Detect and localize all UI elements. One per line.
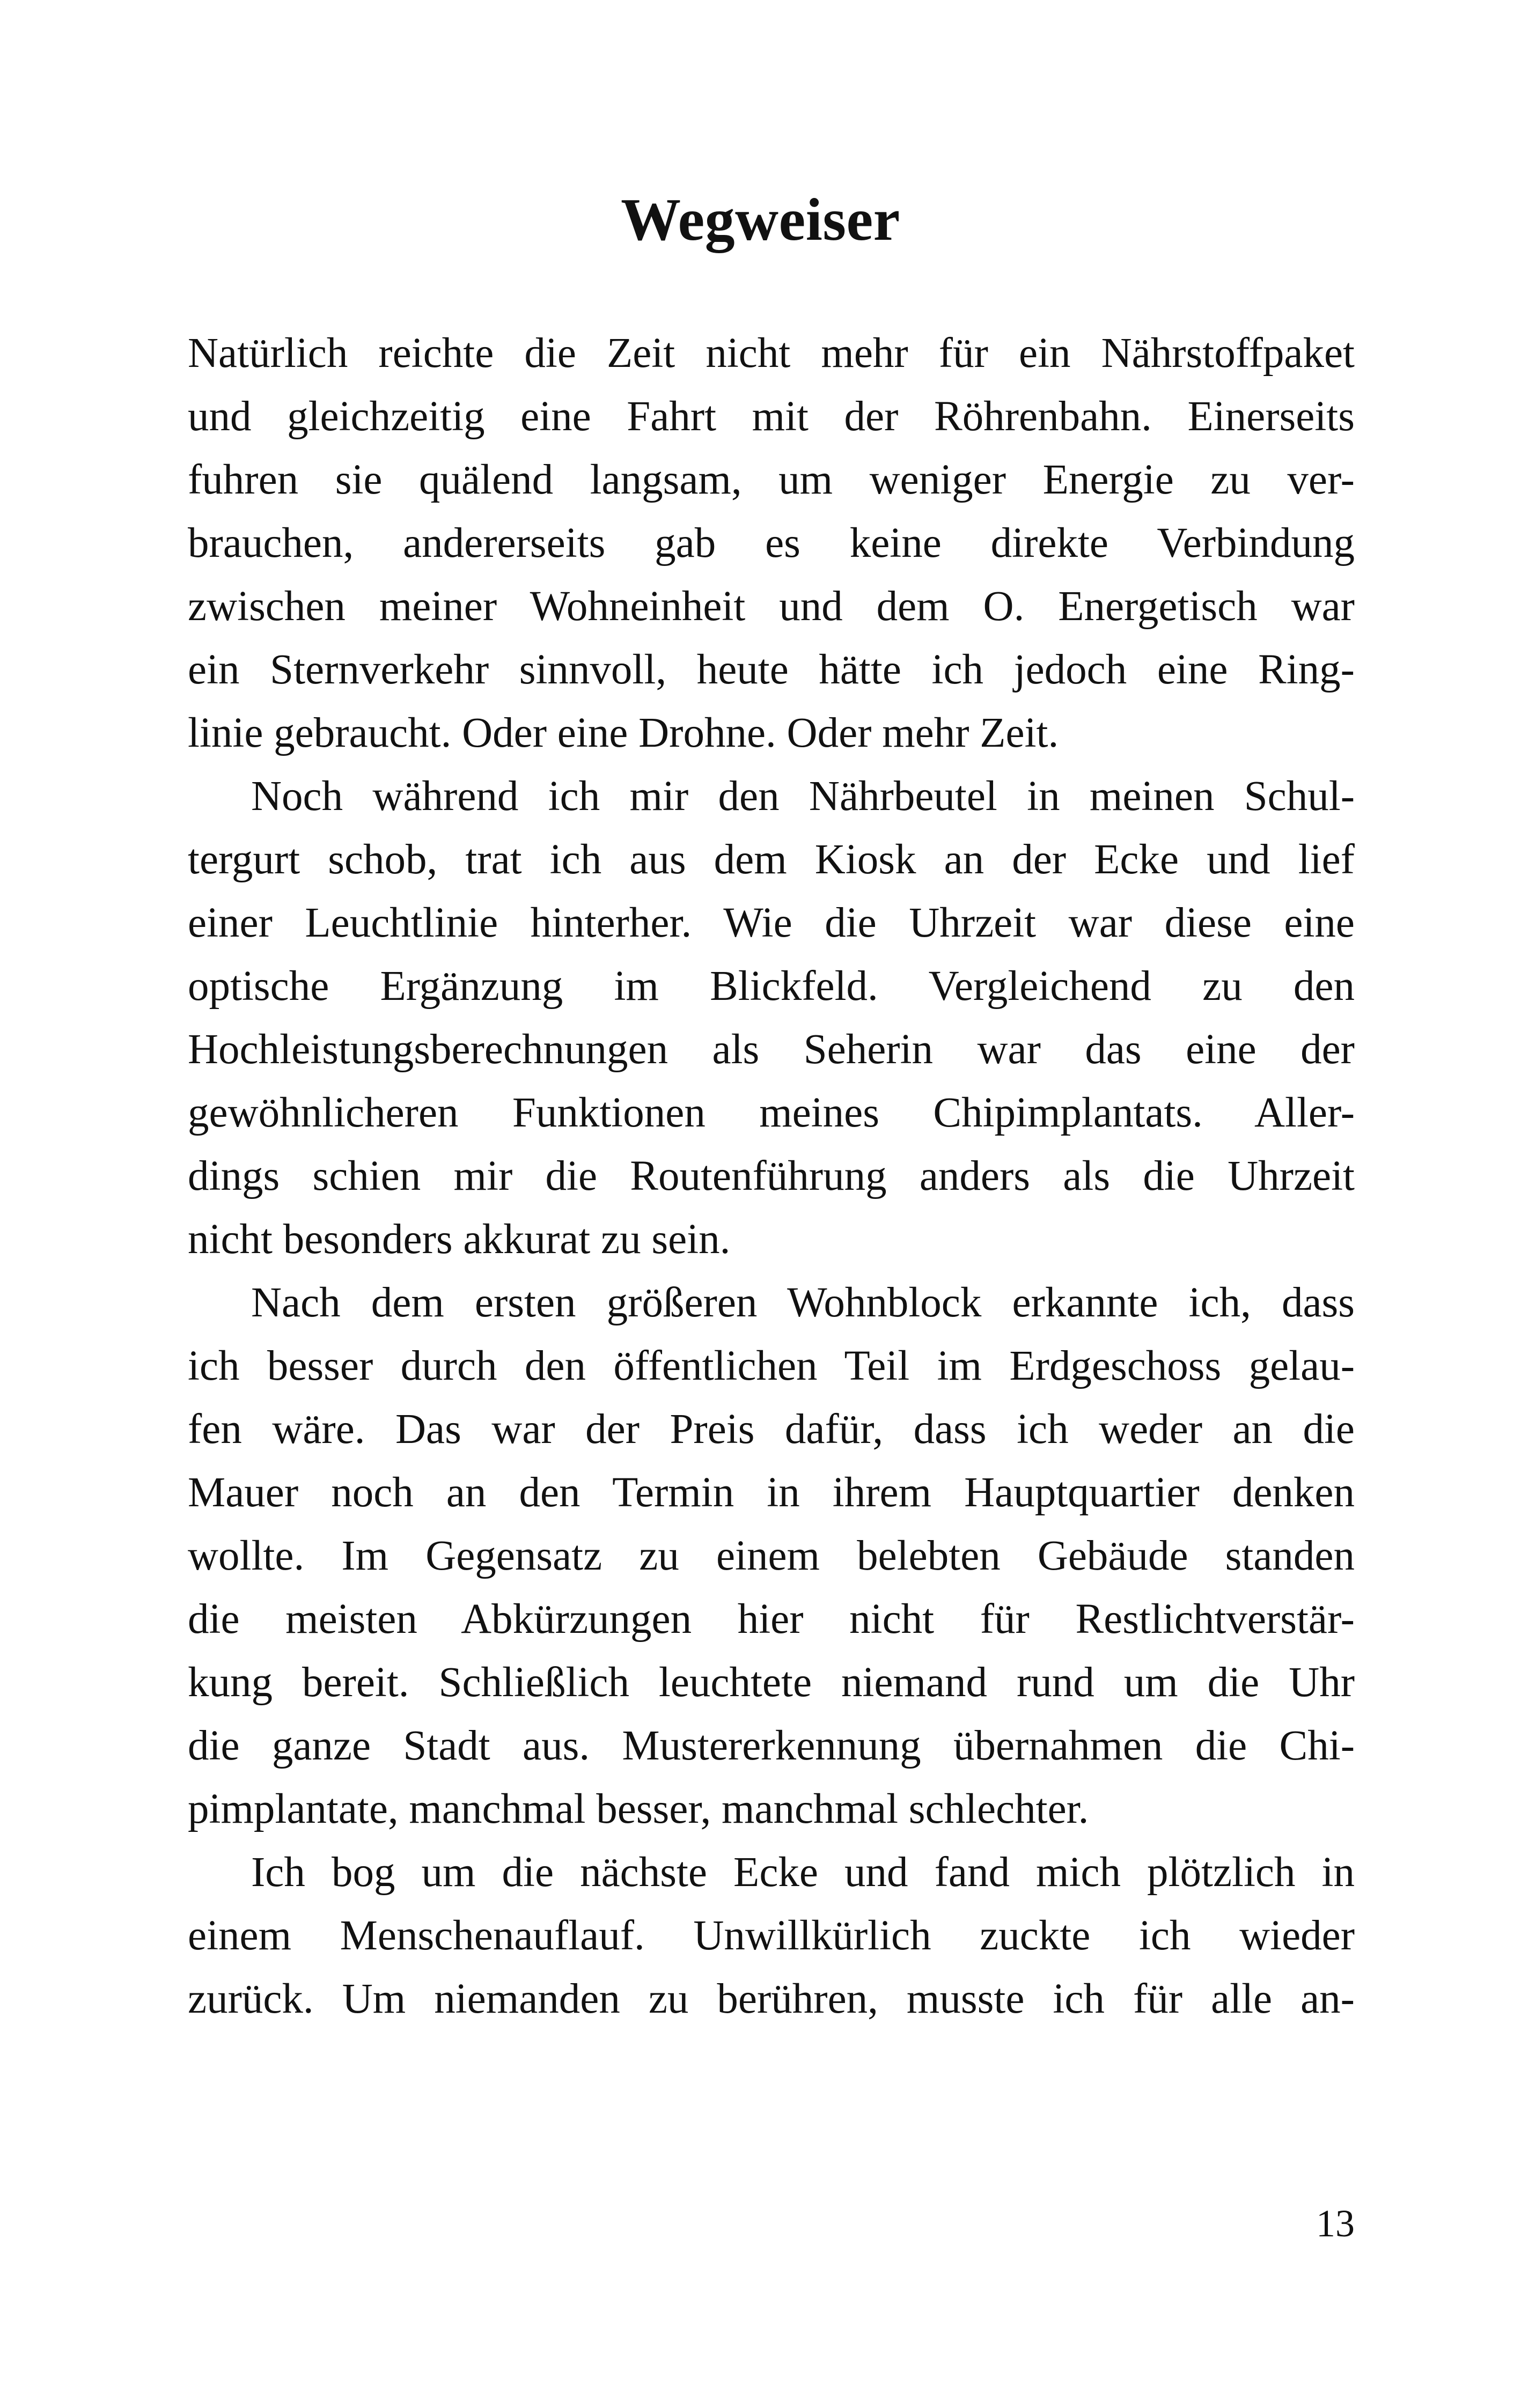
text-line: einem Menschenauflauf. Unwillkürlich zuckte ich wieder <box>188 1912 1355 1959</box>
text-line: tergurt schob, trat ich aus dem Kiosk an der Ecke und lief <box>188 836 1355 883</box>
text-line: ich besser durch den öffentlichen Teil im Erdgeschoss gelau- <box>188 1343 1355 1389</box>
text-line: ein Sternverkehr sinnvoll, heute hätte ich jedoch eine Ring- <box>188 646 1355 693</box>
chapter-title: Wegweiser <box>621 187 900 253</box>
text-line: dings schien mir die Routenführung anders als die Uhrzeit <box>188 1153 1355 1199</box>
text-line: fen wäre. Das war der Preis dafür, dass ich weder an die <box>188 1406 1355 1453</box>
text-line: pimplantate, manchmal besser, manchmal schlechter. <box>188 1786 1089 1832</box>
body-text <box>188 322 1355 2031</box>
text-line: wollte. Im Gegensatz zu einem belebten Gebäude standen <box>188 1533 1355 1579</box>
text-line: Mauer noch an den Termin in ihrem Hauptquartier denken <box>188 1469 1355 1516</box>
text-line: und gleichzeitig eine Fahrt mit der Röhrenbahn. Einerseits <box>188 393 1355 440</box>
text-line: nicht besonders akkurat zu sein. <box>188 1216 731 1263</box>
text-line: fuhren sie quälend langsam, um weniger Energie zu ver- <box>188 456 1355 503</box>
text-line: linie gebraucht. Oder eine Drohne. Oder mehr Zeit. <box>188 710 1059 756</box>
text-line: Ich bog um die nächste Ecke und fand mich plötzlich in <box>251 1849 1355 1896</box>
text-line: zwischen meiner Wohneinheit und dem O. Energetisch war <box>188 583 1355 630</box>
text-line: optische Ergänzung im Blickfeld. Vergleichend zu den <box>188 963 1355 1010</box>
text-line: brauchen, andererseits gab es keine direkte Verbindung <box>188 520 1355 566</box>
text-line: kung bereit. Schließlich leuchtete niemand rund um die Uhr <box>188 1659 1355 1706</box>
text-line: einer Leuchtlinie hinterher. Wie die Uhrzeit war diese eine <box>188 900 1355 946</box>
text-line: zurück. Um niemanden zu berühren, musste ich für alle an- <box>188 1976 1355 2022</box>
page-number: 13 <box>1316 2202 1355 2245</box>
text-line: die meisten Abkürzungen hier nicht für Restlichtverstär- <box>188 1596 1355 1643</box>
text-line: Hochleistungsberechnungen als Seherin war das eine der <box>188 1026 1355 1073</box>
text-line: Noch während ich mir den Nährbeutel in meinen Schul- <box>251 773 1355 820</box>
text-line: Natürlich reichte die Zeit nicht mehr für ein Nährstoffpaket <box>188 330 1355 377</box>
text-line: gewöhnlicheren Funktionen meines Chipimplantats. Aller- <box>188 1089 1355 1136</box>
text-line: die ganze Stadt aus. Mustererkennung übernahmen die Chi- <box>188 1722 1355 1769</box>
text-line: Nach dem ersten größeren Wohnblock erkannte ich, dass <box>251 1279 1355 1326</box>
